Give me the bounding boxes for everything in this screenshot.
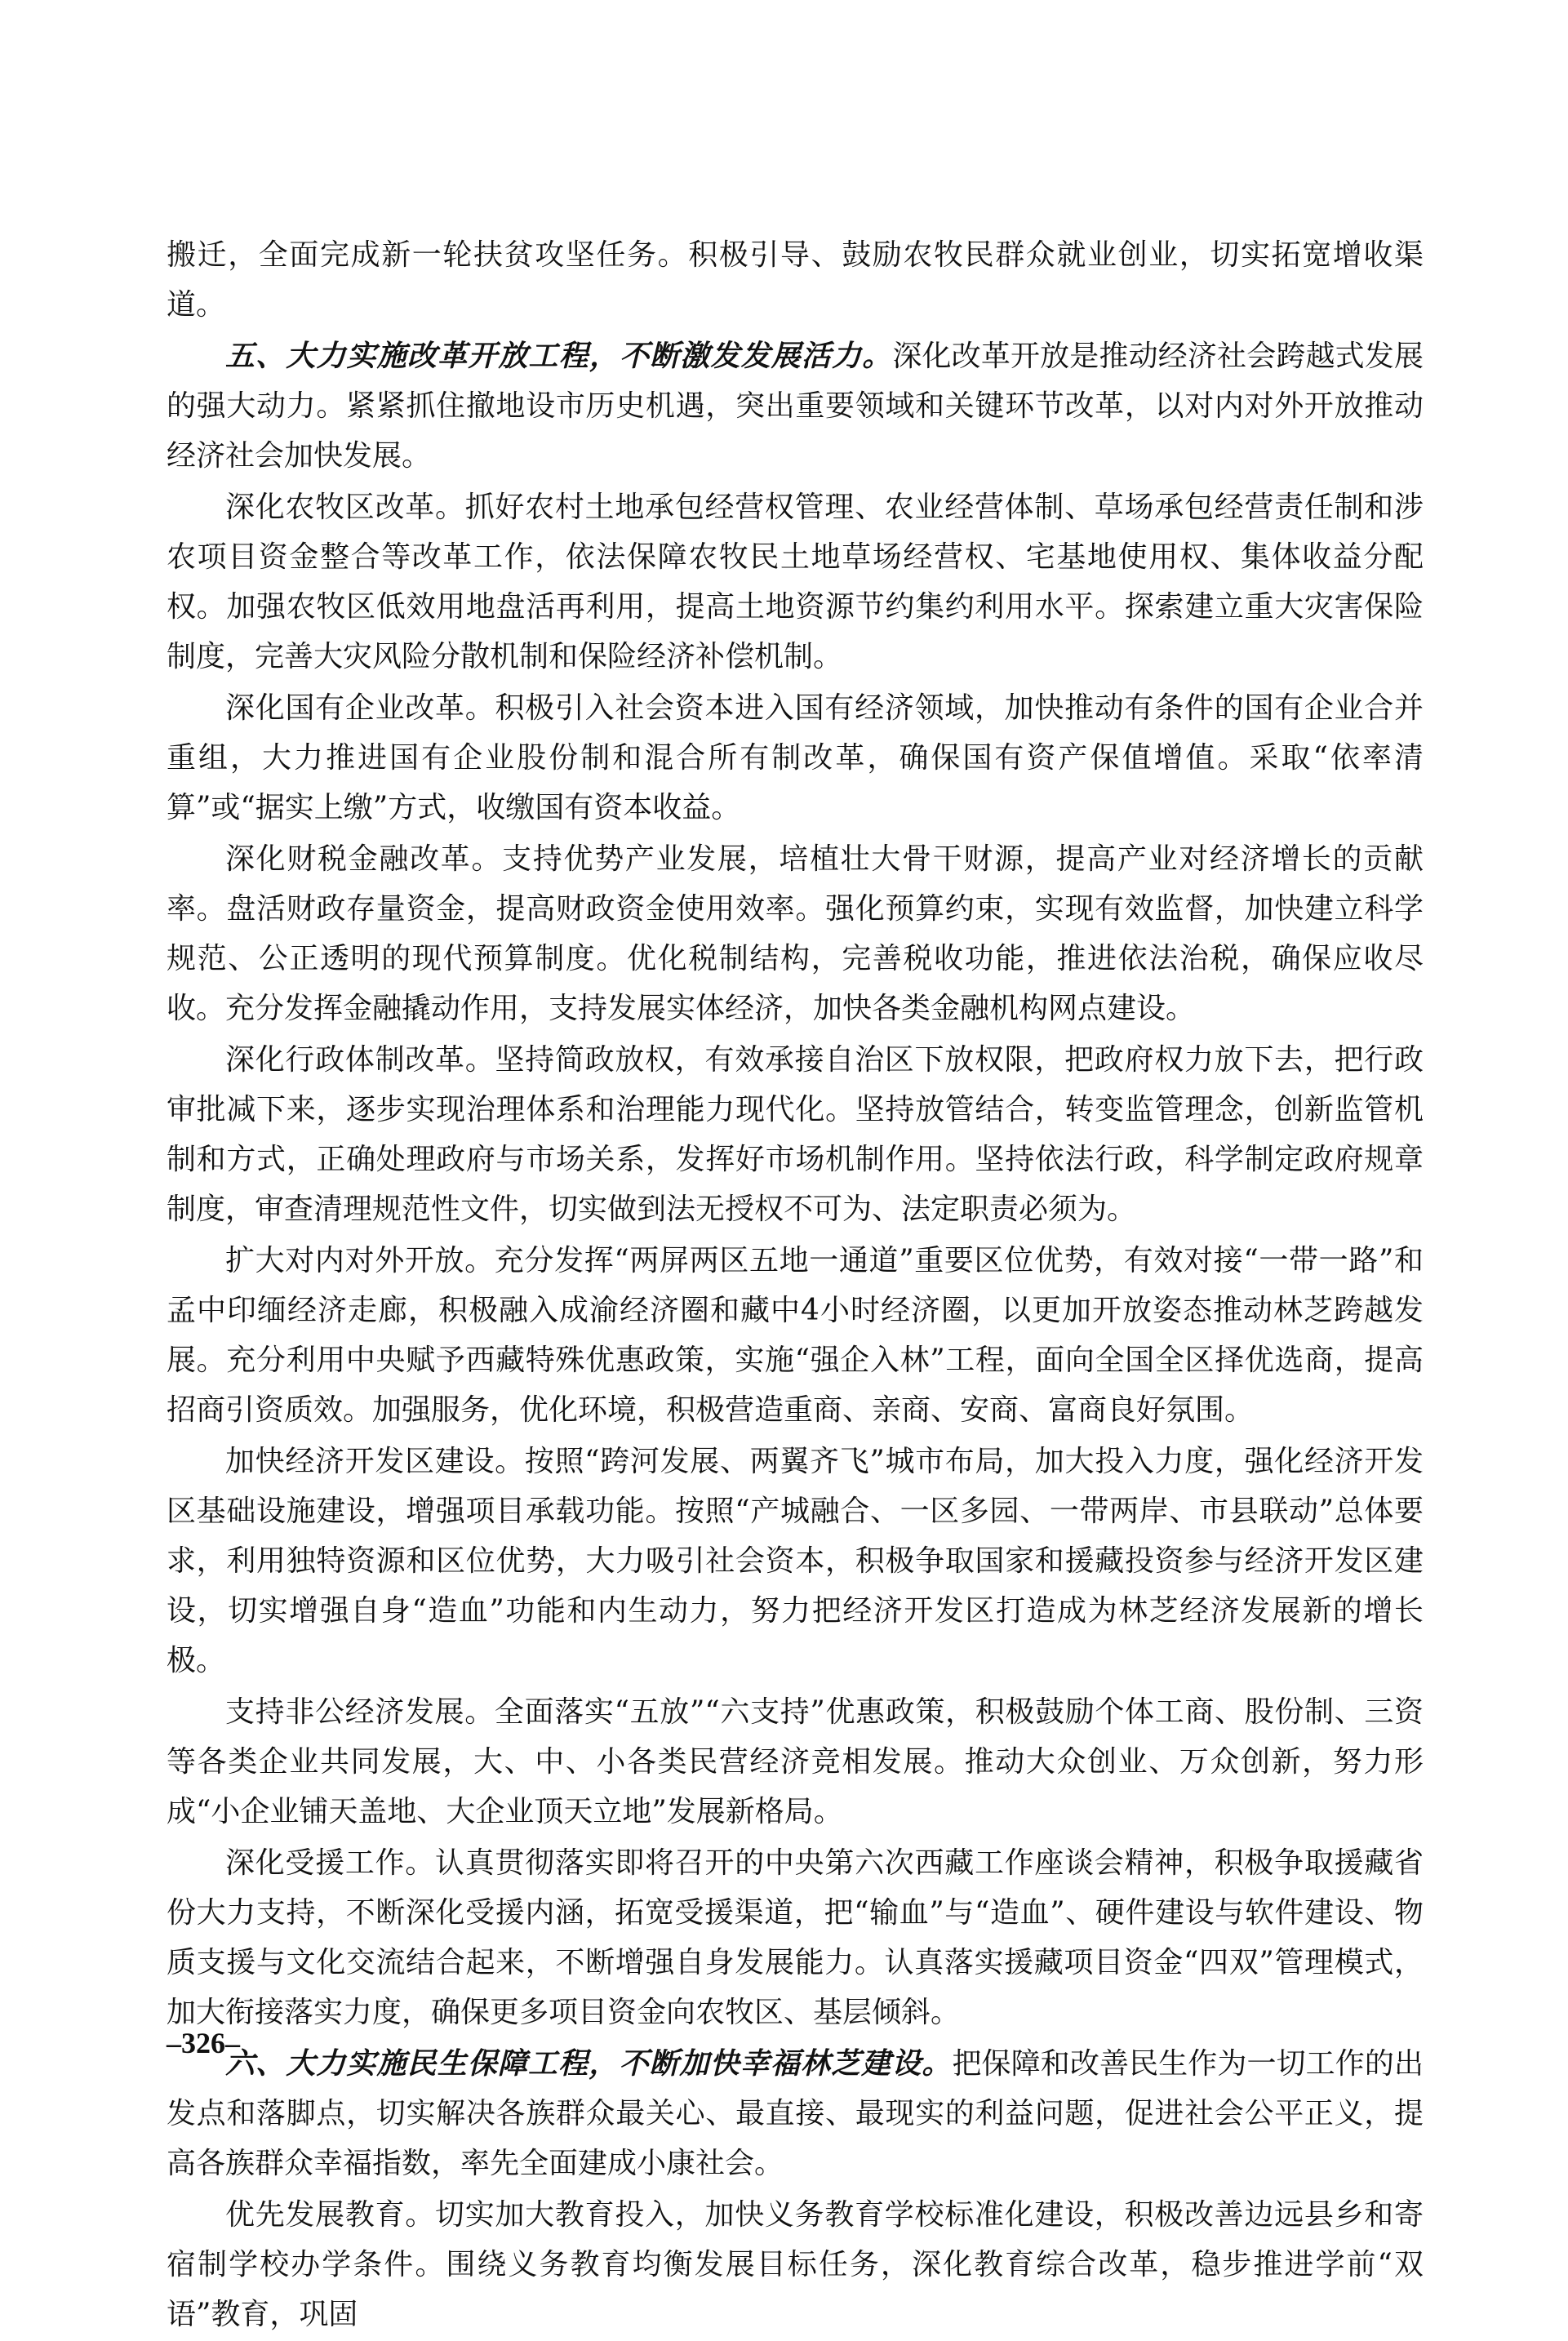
paragraph-text: 深化国有企业改革。积极引入社会资本进入国有经济领域，加快推动有条件的国有企业合并重组，大力推进国有企业股份制和混合所有制改革，确保国有资产保值增值。采取“依率清算”或“据实上缴”方式，收缴国有资本收益。 — [167, 691, 1424, 824]
paragraph-6 — [167, 1035, 1424, 1234]
paragraph-3 — [167, 482, 1424, 682]
paragraph-7 — [167, 1236, 1424, 1435]
section-heading: 六、大力实施民生保障工程，不断加快幸福林芝建设。 — [225, 2046, 953, 2081]
paragraph-text: 深化受援工作。认真贯彻落实即将召开的中央第六次西藏工作座谈会精神，积极争取援藏省份大力支持，不断深化受援内涵，拓宽受援渠道，把“输血”与“造血”、硬件建设与软件建设、物质支援与文化交流结合起来，不断增强自身发展能力。认真落实援藏项目资金“四双”管理模式，加大衔接落实力度，确保更多项目资金向农牧区、基层倾斜。 — [167, 1846, 1424, 2029]
paragraph-text: 深化农牧区改革。抓好农村土地承包经营权管理、农业经营体制、草场承包经营责任制和涉农项目资金整合等改革工作，依法保障农牧民土地草场经营权、宅基地使用权、集体收益分配权。加强农牧区低效用地盘活再利用，提高土地资源节约集约利用水平。探索建立重大灾害保险制度，完善大灾风险分散机制和保险经济补偿机制。 — [167, 491, 1424, 673]
paragraph-4 — [167, 683, 1424, 833]
paragraph-11 — [167, 2039, 1424, 2188]
paragraph-text: 深化行政体制改革。坚持简政放权，有效承接自治区下放权限，把政府权力放下去，把行政审批减下来，逐步实现治理体系和治理能力现代化。坚持放管结合，转变监管理念，创新监管机制和方式，正确处理政府与市场关系，发挥好市场机制作用。坚持依法行政，科学制定政府规章制度，审查清理规范性文件，切实做到法无授权不可为、法定职责必须为。 — [167, 1043, 1424, 1226]
page-number: –326– — [167, 2027, 240, 2059]
paragraph-text: 把保障和改善民生作为一切工作的出发点和落脚点，切实解决各族群众最关心、最直接、最现实的利益问题，促进社会公平正义，提高各族群众幸福指数，率先全面建成小康社会。 — [167, 2047, 1424, 2180]
body-text — [167, 230, 1424, 2341]
paragraph-1 — [167, 230, 1424, 330]
paragraph-text: 深化改革开放是推动经济社会跨越式发展的强大动力。紧紧抓住撤地设市历史机遇，突出重要领域和关键环节改革，以对内对外开放推动经济社会加快发展。 — [167, 340, 1424, 473]
paragraph-text: 加快经济开发区建设。按照“跨河发展、两翼齐飞”城市布局，加大投入力度，强化经济开发区基础设施建设，增强项目承载功能。按照“产城融合、一区多园、一带两岸、市县联动”总体要求，利用独特资源和区位优势，大力吸引社会资本，积极争取国家和援藏投资参与经济开发区建设，切实增强自身“造血”功能和内生动力，努力把经济开发区打造成为林芝经济发展新的增长极。 — [167, 1445, 1424, 1677]
section-heading: 五、大力实施改革开放工程，不断激发发展活力。 — [225, 339, 893, 373]
paragraph-text: 深化财税金融改革。支持优势产业发展，培植壮大骨干财源，提高产业对经济增长的贡献率。盘活财政存量资金，提高财政资金使用效率。强化预算约束，实现有效监督，加快建立科学规范、公正透明的现代预算制度。优化税制结构，完善税收功能，推进依法治税，确保应收尽收。充分发挥金融撬动作用，支持发展实体经济，加快各类金融机构网点建设。 — [167, 842, 1424, 1025]
paragraph-5 — [167, 834, 1424, 1033]
paragraph-text: 支持非公经济发展。全面落实“五放”“六支持”优惠政策，积极鼓励个体工商、股份制、三资等各类企业共同发展，大、中、小各类民营经济竞相发展。推动大众创业、万众创新，努力形成“小企业铺天盖地、大企业顶天立地”发展新格局。 — [167, 1695, 1424, 1828]
paragraph-2 — [167, 331, 1424, 481]
paragraph-8 — [167, 1437, 1424, 1686]
paragraph-text: 扩大对内对外开放。充分发挥“两屏两区五地一通道”重要区位优势，有效对接“一带一路”和孟中印缅经济走廊，积极融入成渝经济圈和藏中4小时经济圈，以更加开放姿态推动林芝跨越发展。充分利用中央赋予西藏特殊优惠政策，实施“强企入林”工程，面向全国全区择优选商，提高招商引资质效。加强服务，优化环境，积极营造重商、亲商、安商、富商良好氛围。 — [167, 1244, 1424, 1427]
paragraph-9 — [167, 1687, 1424, 1837]
paragraph-12 — [167, 2190, 1424, 2339]
paragraph-text: 搬迁，全面完成新一轮扶贫攻坚任务。积极引导、鼓励农牧民群众就业创业，切实拓宽增收渠道。 — [167, 238, 1424, 322]
paragraph-10 — [167, 1838, 1424, 2037]
paragraph-text: 优先发展教育。切实加大教育投入，加快义务教育学校标准化建设，积极改善边远县乡和寄宿制学校办学条件。围绕义务教育均衡发展目标任务，深化教育综合改革，稳步推进学前“双语”教育，巩固 — [167, 2198, 1424, 2331]
